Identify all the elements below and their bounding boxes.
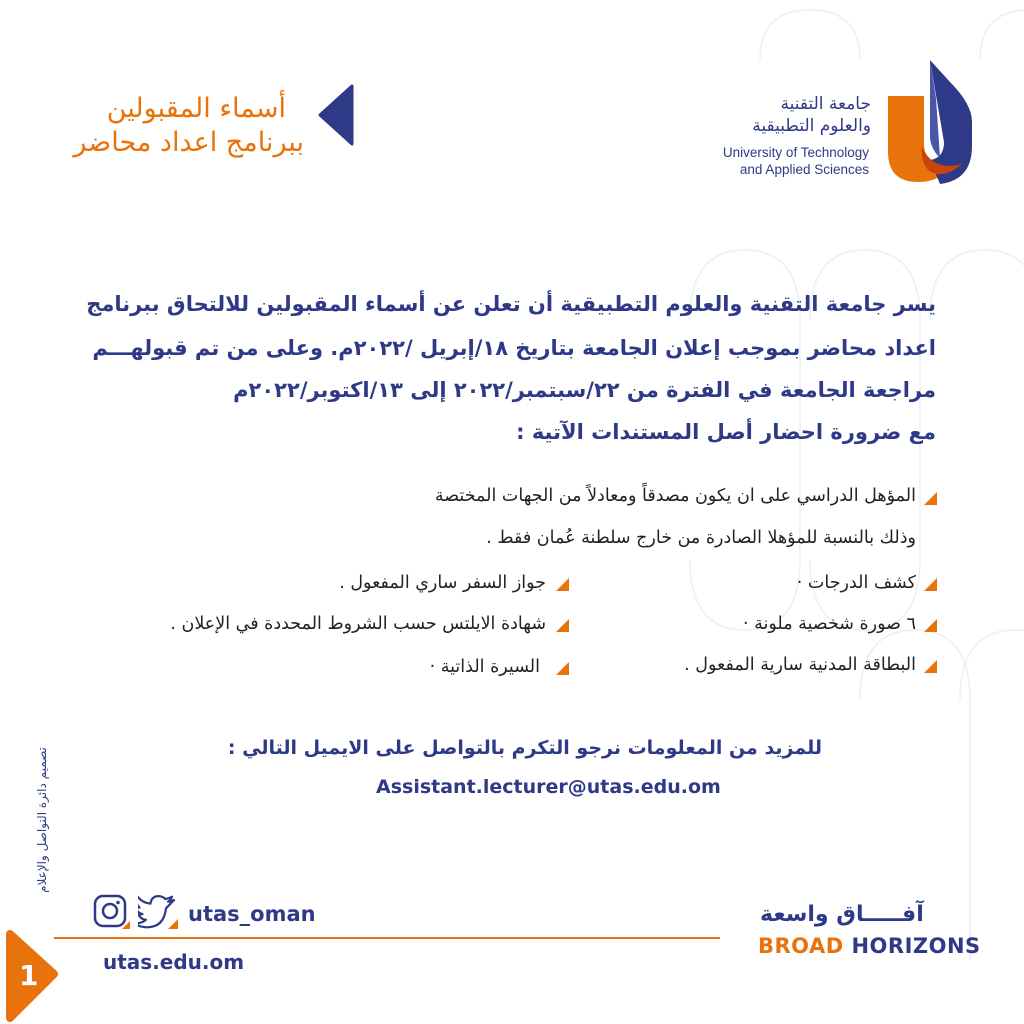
doc-passport: جواز السفر ساري المفعول .	[339, 573, 546, 593]
design-credit-text: تصميم دائرة التواصل والإعلام	[35, 747, 49, 893]
slogan-english	[758, 934, 981, 958]
logo-arabic-line2: والعلوم التطبيقية	[752, 116, 871, 136]
bullet-icon	[924, 578, 937, 591]
page-title-line2: ببرنامج اعداد محاضر	[73, 127, 304, 158]
contact-email-link[interactable]: Assistant.lecturer@utas.edu.om	[376, 776, 721, 798]
slogan-english-part2: HORIZONS	[843, 934, 981, 958]
doc-qualification: المؤهل الدراسي على ان يكون مصدقاً ومعادلاً من الجهات المختصة	[434, 486, 916, 506]
announcement-line-4: مع ضرورة احضار أصل المستندات الآتية :	[516, 420, 936, 444]
logo-english-line1: University of Technology	[722, 145, 869, 160]
title-arrow-icon	[316, 84, 354, 146]
slogan-arabic: آفـــــاق واسعة	[760, 902, 924, 927]
slogan-english-part1: BROAD	[758, 934, 844, 958]
logo-arabic-line1: جامعة التقنية	[780, 94, 871, 114]
instagram-icon[interactable]	[92, 893, 130, 929]
twitter-icon[interactable]	[138, 893, 178, 929]
doc-transcript: كشف الدرجات ·	[796, 573, 916, 593]
doc-ielts: شهادة الايلتس حسب الشروط المحددة في الإعلان .	[170, 614, 546, 634]
announcement-line-3: مراجعة الجامعة في الفترة من ٢٢/سبتمبر/٢٠٢٢ إلى ١٣/اكتوبر/٢٠٢٢م	[233, 378, 936, 402]
design-credit	[24, 740, 60, 900]
bullet-icon	[924, 492, 937, 505]
contact-text: للمزيد من المعلومات نرجو التكرم بالتواصل على الايميل التالي :	[227, 737, 822, 759]
bullet-icon	[556, 578, 569, 591]
page-number-badge	[0, 928, 58, 1024]
bullet-icon	[556, 619, 569, 632]
doc-civil-id: البطاقة المدنية سارية المفعول .	[684, 655, 916, 675]
university-logo-icon	[886, 58, 976, 184]
social-handle[interactable]: utas_oman	[188, 902, 316, 926]
bullet-icon	[924, 619, 937, 632]
bullet-icon	[556, 662, 569, 675]
website-link[interactable]: utas.edu.om	[103, 950, 245, 974]
page-number: 1	[19, 959, 39, 992]
page-title-line1: أسماء المقبولين	[106, 93, 286, 124]
announcement-line-1: يسر جامعة التقنية والعلوم التطبيقية أن تعلن عن أسماء المقبولين للالتحاق ببرنامج	[86, 292, 936, 316]
bullet-icon	[924, 660, 937, 673]
logo-english-line2: and Applied Sciences	[739, 162, 869, 177]
footer-divider	[54, 937, 720, 939]
doc-photos: ٦ صورة شخصية ملونة ·	[743, 614, 916, 634]
doc-qualification-note: وذلك بالنسبة للمؤهلا الصادرة من خارج سلطنة عُمان فقط .	[486, 528, 916, 548]
announcement-line-2: اعداد محاضر بموجب إعلان الجامعة بتاريخ ١٨/إبريل /٢٠٢٢م. وعلى من تم قبولهـــم	[92, 336, 936, 360]
doc-cv: السيرة الذاتية ·	[429, 657, 540, 677]
